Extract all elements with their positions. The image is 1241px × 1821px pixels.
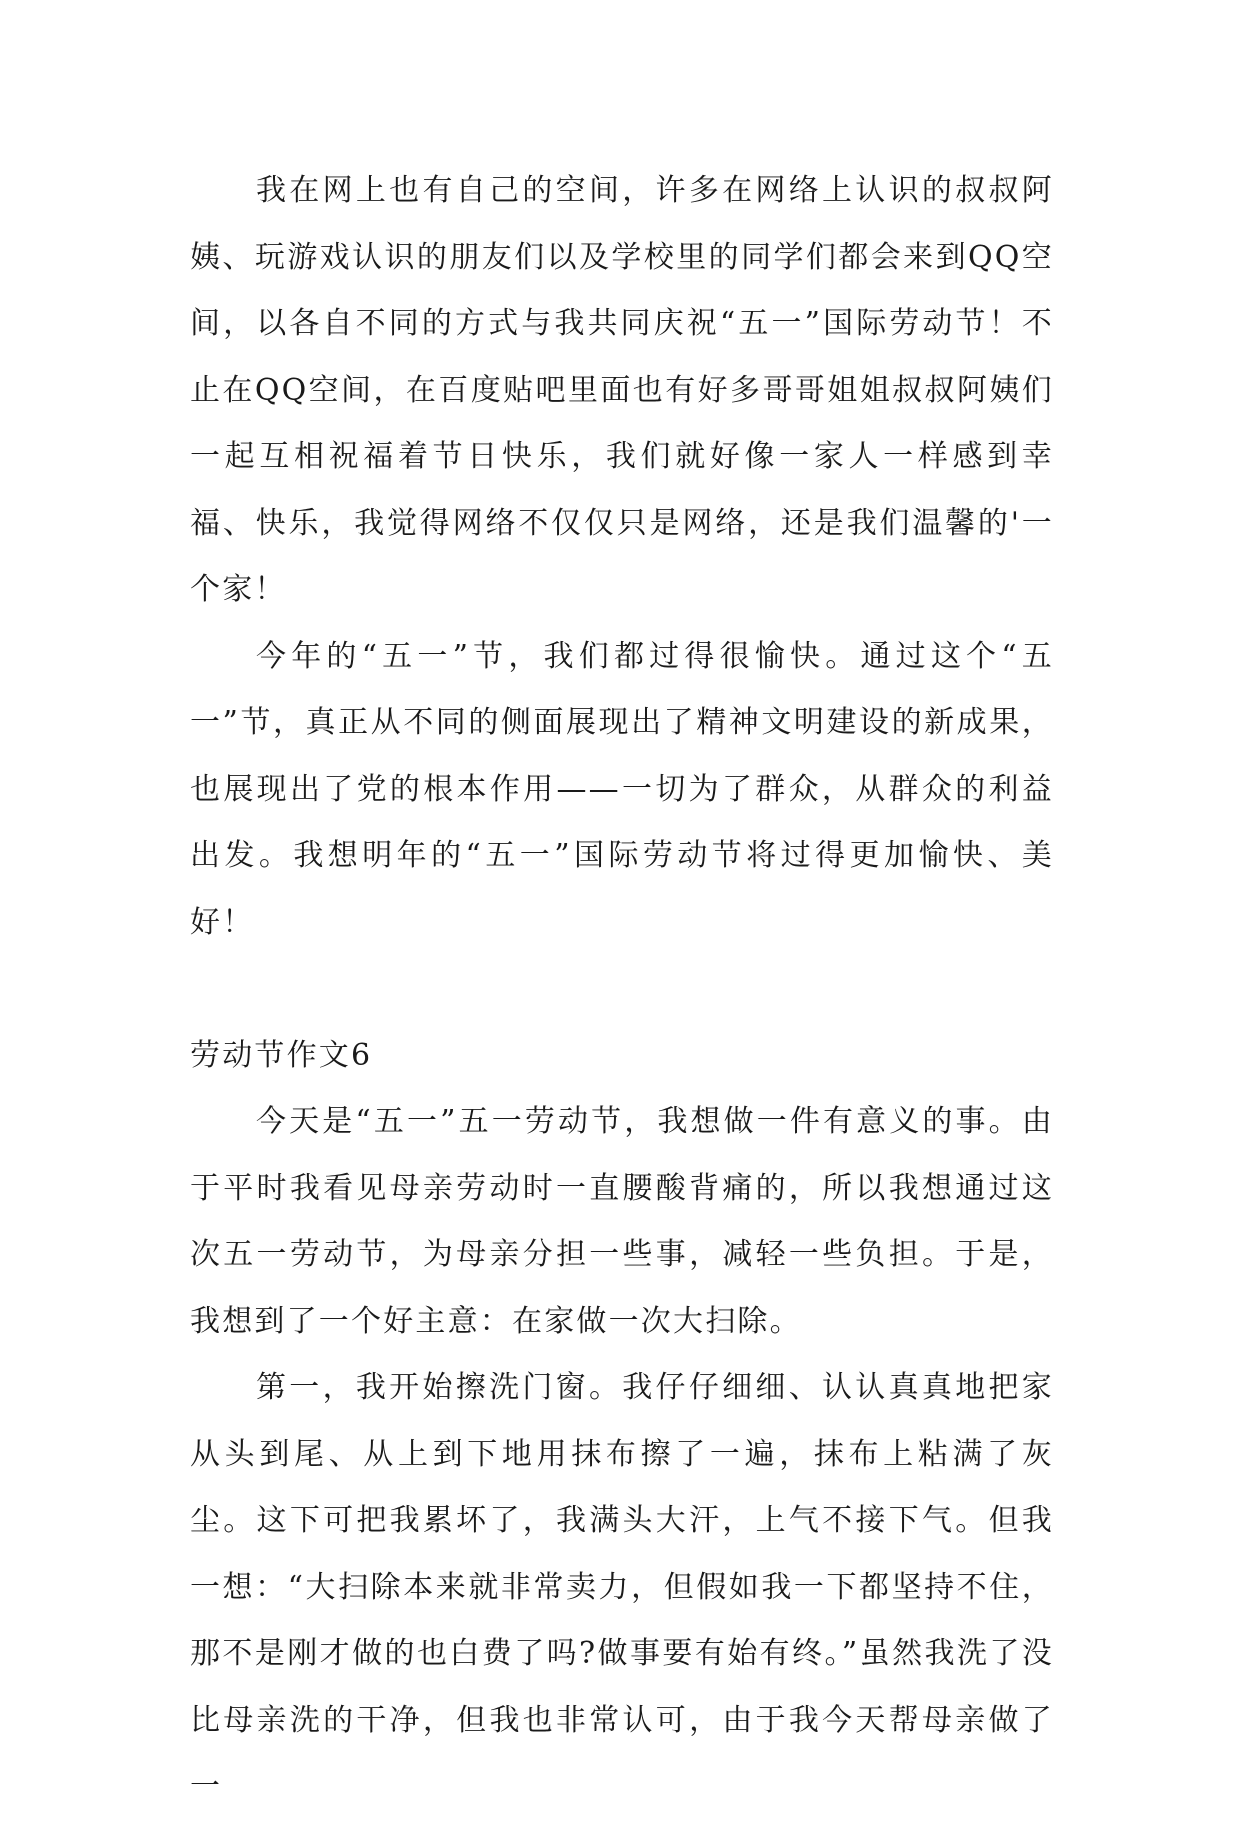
section-spacer (190, 956, 1054, 1023)
document-body (190, 158, 1054, 1821)
section-title: 劳动节作文6 (190, 1037, 373, 1073)
paragraph-online-space: 我在网上也有自己的空间，许多在网络上认识的叔叔阿姨、玩游戏认识的朋友们以及学校里的同学们都会来到QQ空间，以各自不同的方式与我共同庆祝“五一”国际劳动节！不止在QQ空间，在百度贴吧里面也有好多哥哥姐姐叔叔阿姨们一起互相祝福着节日快乐，我们就好像一家人一样感到幸福、快乐，我觉得网络不仅仅只是网络，还是我们温馨的'一个家！ (190, 173, 1054, 607)
paragraph-cleaning-windows: 第一，我开始擦洗门窗。我仔仔细细、认认真真地把家从头到尾、从上到下地用抹布擦了一遍，抹布上粘满了灰尘。这下可把我累坏了，我满头大汗，上气不接下气。但我一想：“大扫除本来就非常卖力，但假如我一下都坚持不住，那不是刚才做的也白费了吗?做事要有始有终。”虽然我洗了没比母亲洗的干净，但我也非常认可，由于我今天帮母亲做了一 (190, 1370, 1054, 1804)
paragraph-may-day-summary: 今年的“五一”节，我们都过得很愉快。通过这个“五一”节，真正从不同的侧面展现出了精神文明建设的新成果，也展现出了党的根本作用——一切为了群众，从群众的利益出发。我想明年的“五一”国际劳动节将过得更加愉快、美好！ (190, 638, 1054, 940)
paragraph-labor-day-plan: 今天是“五一”五一劳动节，我想做一件有意义的事。由于平时我看见母亲劳动时一直腰酸背痛的，所以我想通过这次五一劳动节，为母亲分担一些事，减轻一些负担。于是，我想到了一个好主意：在家做一次大扫除。 (190, 1104, 1054, 1339)
